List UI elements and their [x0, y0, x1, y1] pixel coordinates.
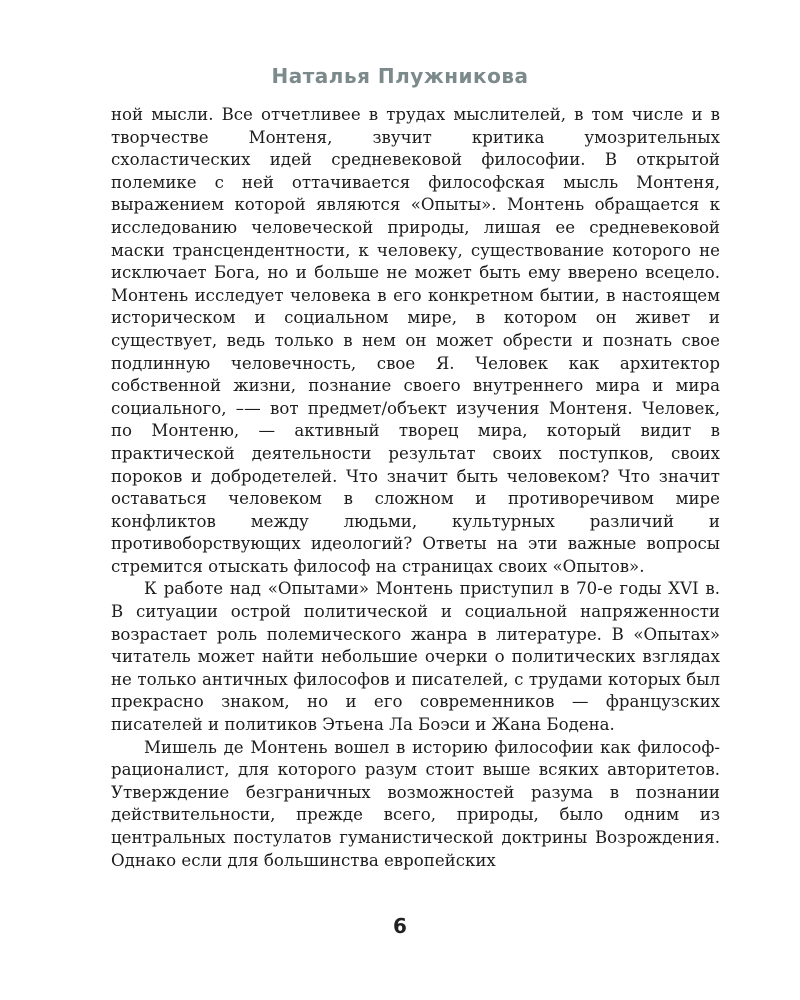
paragraph-1: ной мысли. Все отчетливее в трудах мыслителей, в том числе и в творчестве Монтеня, звучит критика умозрительных схоластических идей средневековой философии. В открытой полемике с ней оттачивается философская мысль Монтеня, выражением которой являются «Опыты». Монтень обращается к исследованию человеческой природы, лишая ее средневековой маски трансцендентности, к человеку, существование которого не исключает Бога, но и больше не может быть ему вверено всецело. Монтень исследует человека в его конкретном бытии, в настоящем историческом и социальном мире, в котором он живет и существует, ведь только в нем он может обрести и познать свое подлинную человечность, свое Я. Человек как архитектор собственной жизни, познание своего внутреннего мира и мира социального, –— вот предмет/объект изучения Монтеня. Человек, по Монтеню, — активный творец мира, который видит в практической деятельности результат своих поступков, своих пороков и добродетелей. Что значит быть человеком? Что значит оставаться человеком в сложном и противоречивом мире конфликтов между людьми, культурных различий и противоборствующих идеологий? Ответы на эти важные вопросы стремится отыскать философ на страницах своих «Опытов». — [111, 105, 720, 576]
body-text — [111, 104, 720, 872]
page-number: 6 — [393, 914, 407, 938]
paragraph-2: К работе над «Опытами» Монтень приступил в 70-е годы XVI в. В ситуации острой политической и социальной напряженности возрастает роль полемического жанра в литературе. В «Опытах» читатель может найти небольшие очерки о политических взглядах не только античных философов и писателей, с трудами которых был прекрасно знаком, но и его современников — французских писателей и политиков Этьена Ла Боэси и Жана Бодена. — [111, 579, 720, 735]
running-header-author: Наталья Плужникова — [271, 64, 529, 88]
paragraph-3: Мишель де Монтень вошел в историю философии как философ-рационалист, для которого разум стоит выше всяких авторитетов. Утверждение безграничных возможностей разума в познании действительности, прежде всего, природы, было одним из центральных постулатов гуманистической доктрины Возрождения. Однако если для большинства европейских — [111, 737, 720, 870]
